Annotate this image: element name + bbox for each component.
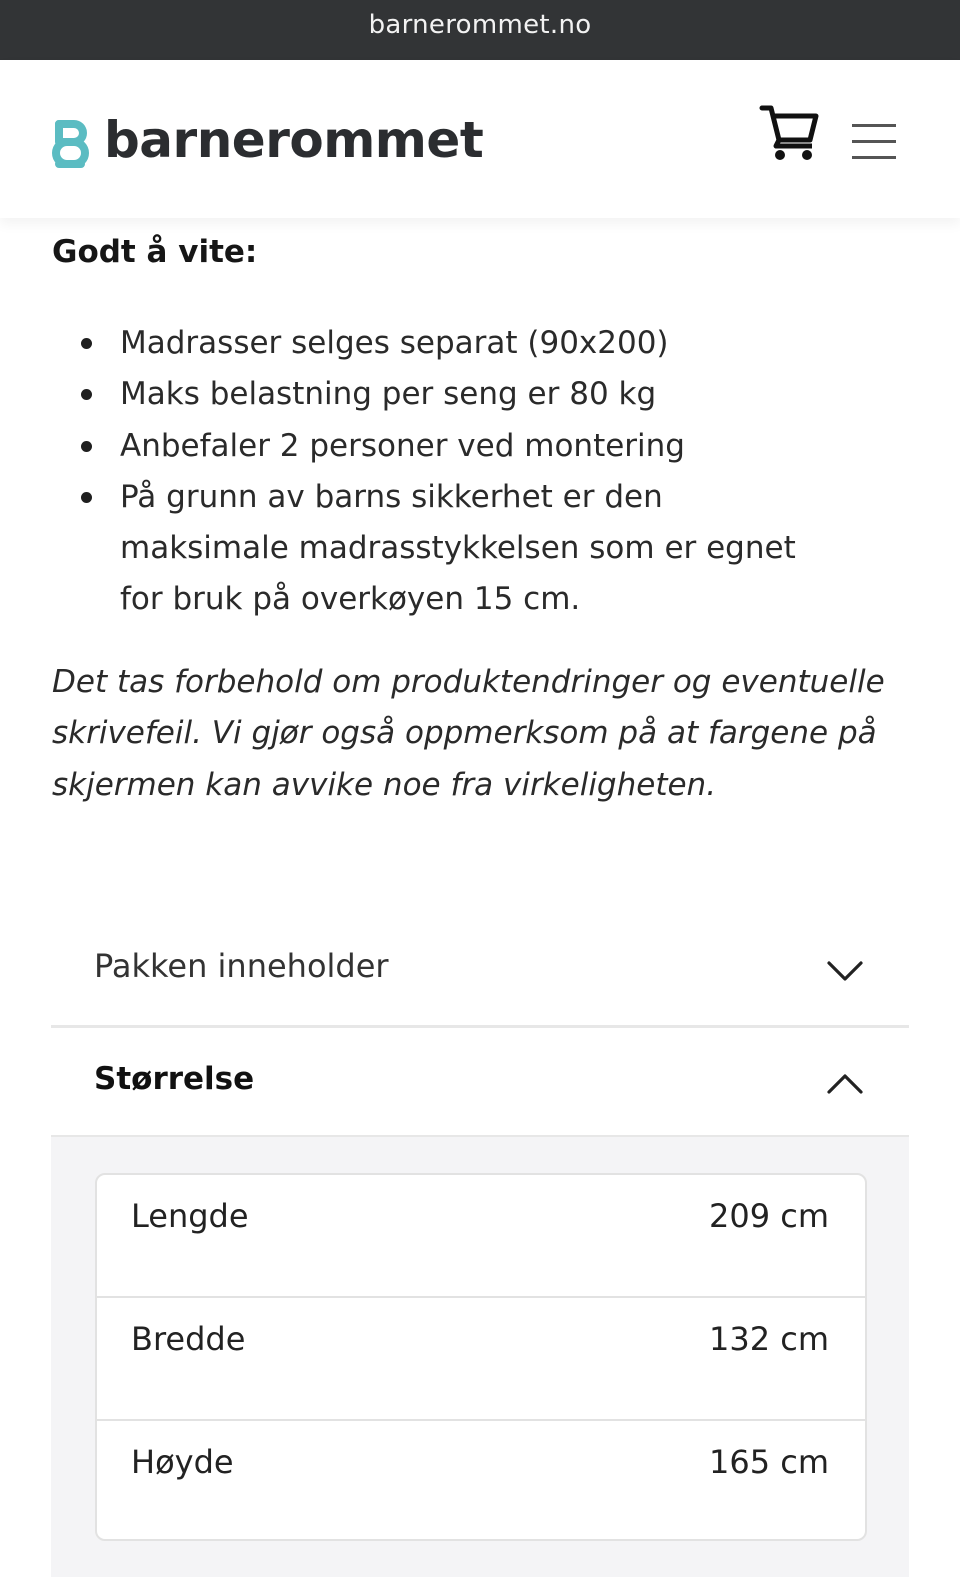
- shopping-cart-icon: [758, 100, 822, 164]
- chevron-up-icon: [825, 1064, 865, 1104]
- table-row: [97, 1175, 865, 1298]
- url-text: barnerommet.no: [368, 10, 592, 40]
- list-item: Maks belastning per seng er 80 kg: [120, 369, 840, 420]
- info-list: [120, 318, 840, 626]
- table-row: [97, 1298, 865, 1421]
- list-item: På grunn av barns sikkerhet er den maksimale madrasstykkelsen som er egnet for bruk på overkøyen 15 cm.: [120, 472, 840, 626]
- accordion-package-title: Pakken inneholder: [94, 947, 389, 985]
- site-logo[interactable]: [50, 111, 484, 170]
- site-header: [0, 60, 960, 218]
- size-value: 165 cm: [708, 1443, 829, 1481]
- table-row: [97, 1421, 865, 1542]
- accordion-size-title: Størrelse: [94, 1061, 255, 1097]
- size-label: Høyde: [131, 1443, 234, 1481]
- menu-button[interactable]: [848, 120, 900, 164]
- browser-url-bar[interactable]: [0, 0, 960, 60]
- cart-button[interactable]: [758, 100, 822, 164]
- info-heading: Godt å vite:: [52, 234, 258, 270]
- accordion-size-content: [51, 1137, 909, 1577]
- logo-mark-icon: [50, 116, 90, 170]
- size-value: 209 cm: [708, 1197, 829, 1235]
- size-label: Lengde: [131, 1197, 249, 1235]
- hamburger-menu-icon: [848, 120, 900, 164]
- product-accordion: [51, 911, 909, 1481]
- disclaimer-text: Det tas forbehold om produktendringer og eventuelle skrivefeil. Vi gjør også oppmerksom på at fargene på skjermen kan avvike noe fra virkeligheten.: [52, 664, 885, 803]
- size-value: 132 cm: [708, 1320, 829, 1358]
- chevron-down-icon: [825, 951, 865, 991]
- accordion-size-header[interactable]: [51, 1028, 909, 1136]
- list-item: Anbefaler 2 personer ved montering: [120, 421, 840, 472]
- size-label: Bredde: [131, 1320, 246, 1358]
- list-item: Madrasser selges separat (90x200): [120, 318, 840, 369]
- size-table: [95, 1173, 867, 1541]
- logo-text: barnerommet: [104, 111, 484, 169]
- accordion-package-header[interactable]: [51, 911, 909, 1027]
